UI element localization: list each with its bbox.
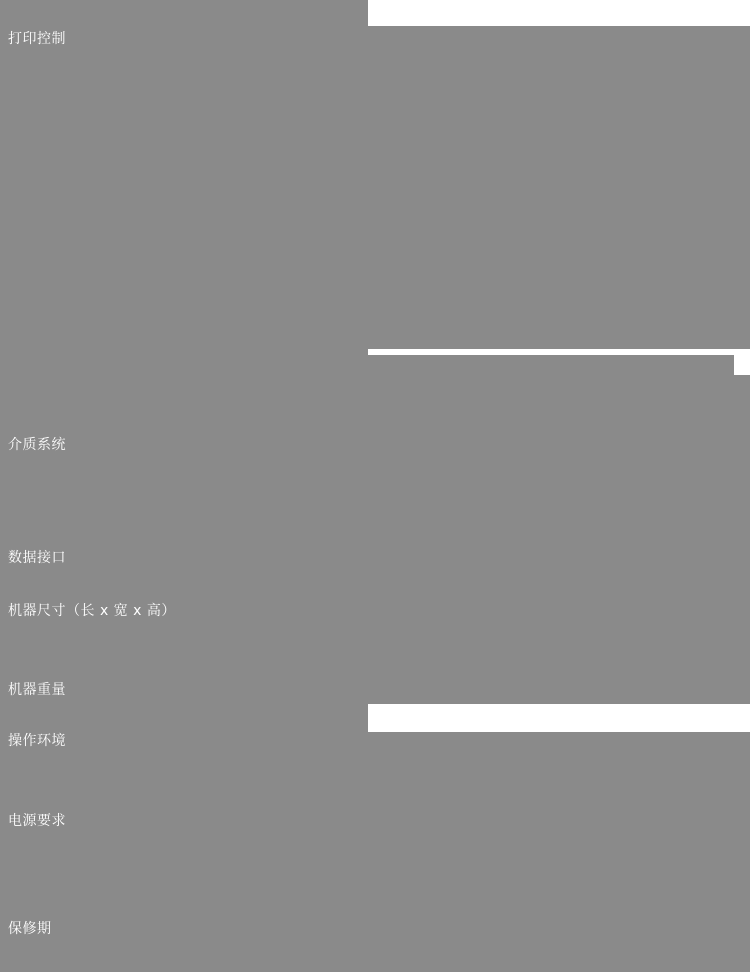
spec-label-data-interface: 数据接口 [8,550,66,566]
spec-label-warranty-period: 保修期 [8,921,52,937]
content-gap-middle-strip [368,349,750,355]
content-gap-lower-strip [368,704,750,732]
spec-label-media-system: 介质系统 [8,437,66,453]
content-gap-right-notch [734,355,750,375]
spec-label-print-control: 打印控制 [8,31,66,47]
content-gap-top-right [368,0,750,26]
spec-label-machine-dimensions: 机器尺寸（长 x 宽 x 高） [8,603,176,619]
spec-label-machine-weight: 机器重量 [8,682,66,698]
spec-label-operating-environment: 操作环境 [8,733,66,749]
spec-label-power-requirements: 电源要求 [8,813,66,829]
